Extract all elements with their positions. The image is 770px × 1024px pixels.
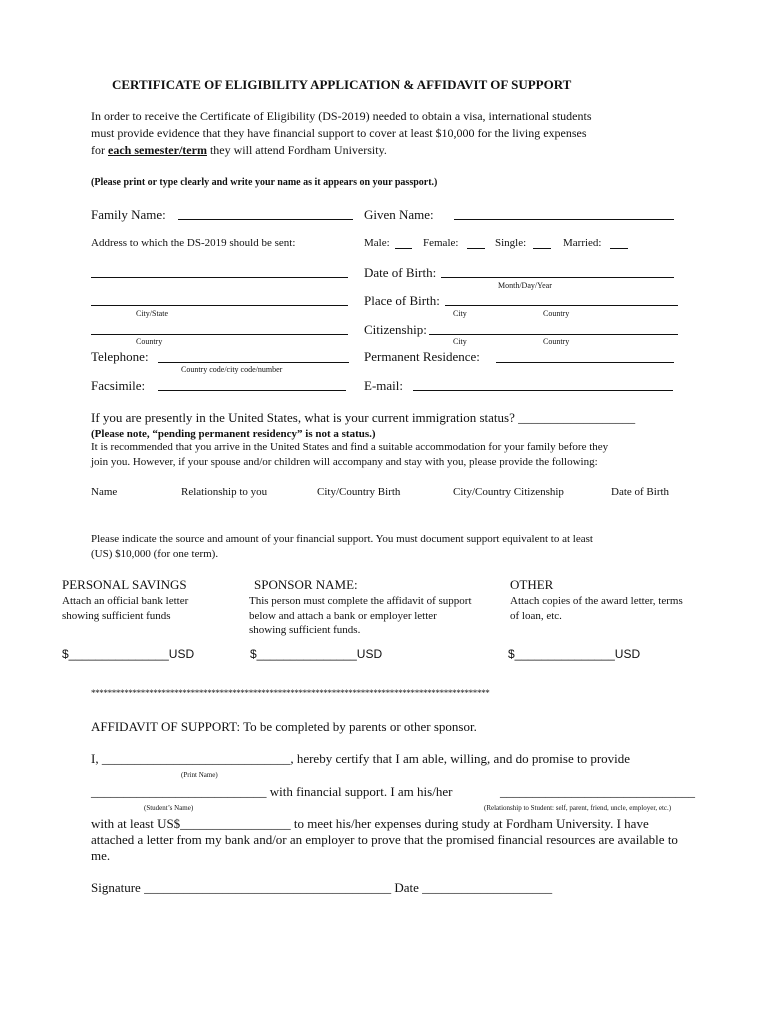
citizenship-city-hint: City (453, 337, 467, 346)
relationship-hint: (Relationship to Student: self, parent, friend, uncle, employer, etc.) (484, 804, 672, 812)
personal-savings-desc-2: showing sufficient funds (62, 610, 171, 622)
sponsor-desc-1: This person must complete the affidavit of support (249, 595, 472, 607)
email-field[interactable] (413, 390, 673, 391)
place-of-birth-field[interactable] (445, 305, 678, 306)
address-line-2-field[interactable] (91, 305, 348, 306)
month-day-year-hint: Month/Day/Year (498, 281, 552, 290)
immigration-question: If you are presently in the United States, what is your current immigration status? __________________ (91, 410, 636, 425)
given-name-field[interactable] (454, 219, 674, 220)
sponsor-desc-3: showing sufficient funds. (249, 624, 361, 636)
family-col-dob: Date of Birth (611, 486, 670, 498)
other-amount[interactable]: $_______________USD (508, 647, 641, 661)
married-field[interactable] (610, 248, 628, 249)
students-name-hint: (Student’s Name) (144, 804, 194, 812)
affidavit-line-5: me. (91, 848, 111, 863)
other-heading: OTHER (510, 577, 554, 592)
intro-emphasis: each semester/term (108, 143, 207, 157)
recommendation-line-2: join you. However, if your spouse and/or children will accompany and stay with you, please provide the following: (91, 456, 598, 468)
single-label: Single: (495, 237, 527, 249)
male-field[interactable] (395, 248, 412, 249)
personal-savings-heading: PERSONAL SAVINGS (62, 577, 187, 592)
country-city-code-hint: Country code/city code/number (181, 365, 283, 374)
affidavit-heading: AFFIDAVIT OF SUPPORT: To be completed by parents or other sponsor. (91, 719, 477, 734)
date-of-birth-field[interactable] (441, 277, 674, 278)
address-line-3-field[interactable] (91, 334, 348, 335)
citizenship-field[interactable] (429, 334, 678, 335)
financial-line-1: Please indicate the source and amount of your financial support. You must document support equivalent to at least (91, 533, 593, 545)
family-col-relationship: Relationship to you (181, 486, 268, 498)
print-name-hint: (Print Name) (181, 771, 218, 779)
female-label: Female: (423, 237, 459, 249)
relationship-field[interactable]: ______________________________ (500, 784, 695, 799)
address-country-hint: Country (136, 337, 163, 346)
birth-city-hint: City (453, 309, 467, 318)
affidavit-line-1: I, _____________________________, hereby certify that I am able, willing, and do promise to provide (91, 751, 631, 766)
telephone-field[interactable] (158, 362, 349, 363)
facsimile-field[interactable] (158, 390, 346, 391)
family-col-citizenship: City/Country Citizenship (453, 486, 564, 498)
family-col-name: Name (91, 486, 118, 498)
affidavit-line-4: attached a letter from my bank and/or an employer to prove that the promised financial resources are available to (91, 832, 678, 847)
signature-date-line[interactable]: Signature ______________________________________ Date ____________________ (91, 880, 553, 895)
birth-country-hint: Country (543, 309, 570, 318)
personal-savings-amount[interactable]: $_______________USD (62, 647, 195, 661)
intro-line-2: must provide evidence that they have financial support to cover at least $10,000 for the living expenses (91, 126, 587, 140)
financial-line-2: (US) $10,000 (for one term). (91, 548, 219, 560)
personal-savings-desc-1: Attach an official bank letter (62, 595, 189, 607)
address-label: Address to which the DS-2019 should be sent: (91, 237, 296, 249)
affidavit-line-3: with at least US$_________________ to meet his/her expenses during study at Fordham University. I have (91, 816, 649, 831)
separator-line: ************************************************************************************************ (91, 688, 490, 698)
recommendation-line-1: It is recommended that you arrive in the United States and find a suitable accommodation for your family before they (91, 441, 609, 453)
sponsor-desc-2: below and attach a bank or employer letter (249, 610, 437, 622)
permanent-residence-label: Permanent Residence: (364, 349, 480, 364)
city-state-hint: City/State (136, 309, 168, 318)
date-of-birth-label: Date of Birth: (364, 265, 437, 280)
single-field[interactable] (533, 248, 551, 249)
intro-text: for (91, 143, 108, 157)
male-label: Male: (364, 237, 390, 249)
page-title: CERTIFICATE OF ELIGIBILITY APPLICATION & AFFIDAVIT OF SUPPORT (112, 77, 572, 92)
sponsor-amount[interactable]: $_______________USD (250, 647, 383, 661)
intro-text-end: they will attend Fordham University. (206, 143, 387, 157)
other-desc-1: Attach copies of the award letter, terms (510, 595, 683, 607)
given-name-label: Given Name: (364, 207, 434, 222)
permanent-residence-field[interactable] (496, 362, 674, 363)
family-col-birth: City/Country Birth (317, 486, 401, 498)
family-name-field[interactable] (178, 219, 353, 220)
immigration-note: (Please note, “pending permanent residency” is not a status.) (91, 428, 376, 440)
facsimile-label: Facsimile: (91, 378, 146, 393)
other-desc-2: of loan, etc. (510, 610, 562, 622)
family-name-label: Family Name: (91, 207, 166, 222)
sponsor-name-heading: SPONSOR NAME: (254, 577, 358, 592)
email-label: E-mail: (364, 378, 403, 393)
citizenship-label: Citizenship: (364, 322, 427, 337)
intro-line-1: In order to receive the Certificate of Eligibility (DS-2019) needed to obtain a visa, international students (91, 109, 592, 123)
telephone-label: Telephone: (91, 349, 149, 364)
intro-line-3 (91, 143, 387, 158)
place-of-birth-label: Place of Birth: (364, 293, 440, 308)
print-note: (Please print or type clearly and write your name as it appears on your passport.) (91, 177, 438, 188)
citizenship-country-hint: Country (543, 337, 570, 346)
female-field[interactable] (467, 248, 485, 249)
affidavit-line-2a: ___________________________ with financial support. I am his/her (91, 784, 453, 799)
married-label: Married: (563, 237, 602, 249)
address-line-1-field[interactable] (91, 277, 348, 278)
